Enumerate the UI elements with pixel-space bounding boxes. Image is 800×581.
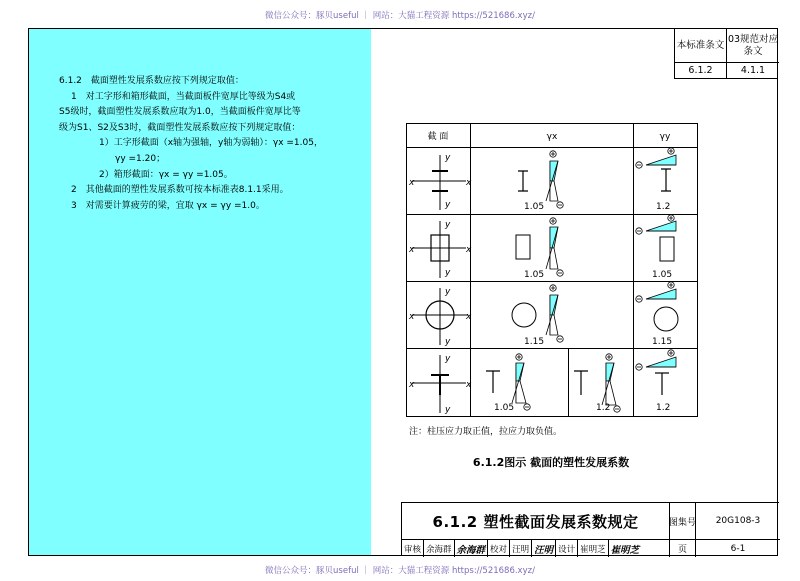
std-col1-header: 本标准条文 (675, 29, 727, 63)
axis-label-x: x (409, 245, 415, 255)
designer-signature: 崔明芝 (610, 544, 640, 556)
circular-section-gamma-x-diagram (512, 285, 563, 347)
gamma-x-value: 1.15 (524, 337, 545, 347)
drawing-sheet (28, 28, 778, 556)
std-col2-header: 03规范对应条文 (727, 29, 779, 63)
watermark-top: 微信公众号：豚贝useful ｜ 网站：大猫工程资源 https://521686.xyz/ (265, 11, 535, 21)
clause-line: 1）工字形截面（x轴为强轴，y轴为弱轴）：γx =1.05， (99, 138, 323, 149)
clause-line: 级为S1、S2及S3时，截面塑性发展系数应按下列规定取值： (59, 122, 301, 133)
header-gamma-x: γx (546, 132, 558, 142)
gamma-y-value: 1.15 (652, 337, 673, 347)
axis-label-y: y (445, 200, 451, 210)
t-section-diagram (408, 354, 472, 415)
clause-line: γy =1.20； (115, 153, 166, 164)
circular-section-gamma-y-diagram (636, 282, 678, 347)
axis-label-y: y (445, 354, 451, 364)
circular-section-diagram (408, 287, 472, 347)
std-col1-value: 6.1.2 (675, 63, 727, 78)
page-number: 6-1 (730, 543, 746, 554)
checker-signature: 汪明 (532, 540, 556, 557)
axis-label-x: x (466, 178, 472, 188)
gamma-x-value: 1.2 (596, 403, 611, 413)
t-section-gamma-x-diagram-a (486, 354, 530, 413)
watermark-bottom: 微信公众号：豚贝useful ｜ 网站：大猫工程资源 https://521686.xyz/ (265, 566, 535, 576)
gamma-y-value: 1.05 (652, 270, 673, 280)
checker-name: 汪明 (510, 540, 532, 557)
axis-label-x: x (409, 178, 415, 188)
i-section-gamma-x-diagram (518, 151, 563, 212)
clause-line: 6.1.2 截面塑性发展系数应按下列规定取值： (59, 76, 244, 86)
page-label: 页 (670, 540, 696, 557)
review-label: 审核 (402, 540, 424, 557)
clause-line: 2 其他截面的塑性发展系数可按本标准表8.1.1采用。 (71, 185, 289, 196)
gamma-y-value: 1.2 (656, 403, 671, 413)
title-block (401, 502, 779, 556)
axis-label-y: y (445, 268, 451, 278)
axis-label-x: x (466, 245, 472, 255)
design-label: 设计 (556, 540, 578, 557)
std-col2-value: 4.1.1 (740, 64, 766, 76)
axis-label-y: y (445, 153, 451, 163)
i-section-diagram (408, 153, 472, 210)
plastic-coefficient-table (406, 123, 698, 417)
axis-label-x: x (409, 312, 415, 322)
header-gamma-y: γy (659, 132, 671, 142)
clause-text (59, 74, 364, 214)
gamma-y-value: 1.2 (656, 202, 671, 212)
t-section-gamma-y-diagram (636, 350, 676, 413)
i-section-gamma-y-diagram (636, 148, 676, 212)
clause-line: 2）箱形截面：γx = γy =1.05。 (99, 169, 233, 180)
signature-row (402, 540, 670, 557)
header-section: 截 面 (427, 132, 449, 142)
gamma-x-value: 1.05 (524, 202, 545, 212)
check-label: 校对 (488, 540, 510, 557)
clause-line: 3 对需要计算疲劳的梁，宜取 γx = γy =1.0。 (71, 200, 265, 211)
box-section-gamma-y-diagram (636, 215, 676, 280)
reviewer-signature: 余海群 (455, 540, 489, 557)
axis-label-x: x (466, 380, 472, 390)
reviewer-name: 余海群 (424, 540, 455, 557)
gamma-x-value: 1.05 (524, 270, 545, 280)
t-section-gamma-x-diagram-b (574, 354, 620, 413)
figure-caption: 6.1.2图示 截面的塑性发展系数 (472, 456, 630, 469)
designer-name: 崔明芝 (578, 540, 609, 557)
atlas-number: 20G108-3 (696, 503, 780, 540)
drawing-title: 6.1.2 塑性截面发展系数规定 (402, 503, 670, 540)
box-section-diagram (408, 220, 472, 278)
standard-clause-box (674, 29, 778, 79)
table-note: 注：柱压应力取正值，拉应力取负值。 (409, 427, 563, 437)
atlas-label: 图集号 (670, 503, 696, 540)
axis-label-y: y (445, 337, 451, 347)
axis-label-y: y (445, 220, 451, 230)
clause-line: 1 对工字形和箱形截面，当截面板件宽厚比等级为S4或 (71, 91, 296, 102)
axis-label-y: y (445, 405, 451, 415)
axis-label-y: y (445, 287, 451, 297)
axis-label-x: x (409, 380, 415, 390)
clause-line: S5级时，截面塑性发展系数应取为1.0，当截面板件宽厚比等 (59, 107, 301, 118)
box-section-gamma-x-diagram (516, 218, 563, 280)
gamma-x-value: 1.05 (494, 403, 515, 413)
axis-label-x: x (466, 312, 472, 322)
clause-panel (29, 29, 371, 555)
